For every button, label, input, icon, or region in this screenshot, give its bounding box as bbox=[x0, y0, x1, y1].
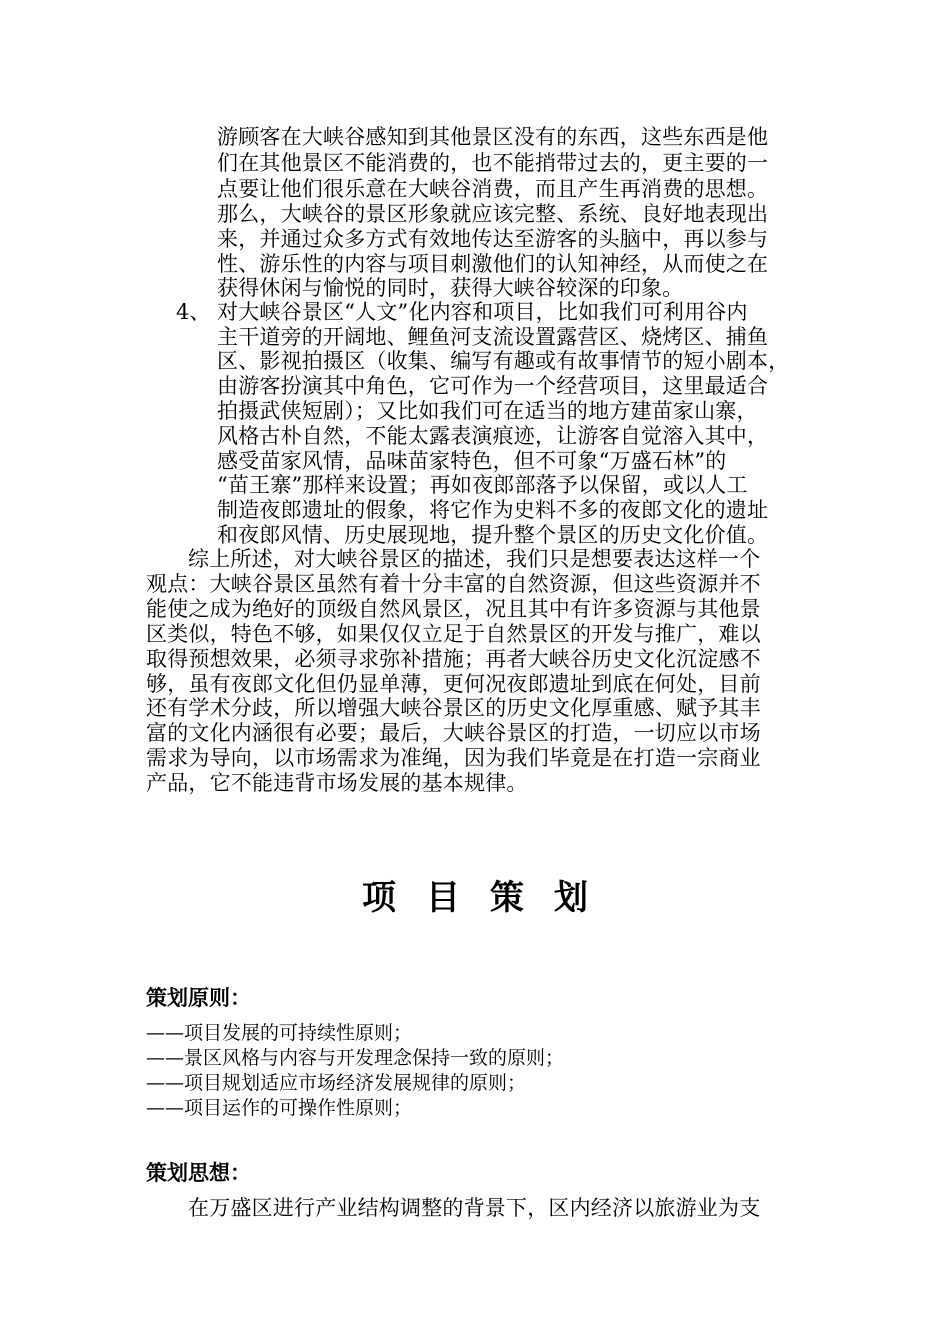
text-line: 够，虽有夜郎文化但仍显单薄，更何况夜郎遗址到底在何处，目前 bbox=[146, 672, 761, 696]
text-line: 区、影视拍摄区（收集、编写有趣或有故事情节的短小剧本， bbox=[217, 349, 790, 373]
text-line: 富的文化内涵很有必要；最后，大峡谷景区的打造，一切应以市场 bbox=[146, 721, 761, 745]
text-line: 产品，它不能违背市场发展的基本规律。 bbox=[146, 771, 528, 795]
principle-item: ——景区风格与内容与开发理念保持一致的原则； bbox=[146, 1047, 565, 1069]
text-line: 取得预想效果，必须寻求弥补措施；再者大峡谷历史文化沉淀感不 bbox=[146, 647, 761, 671]
text-line: 来，并通过众多方式有效地传达至游客的头脑中，再以参与 bbox=[217, 227, 769, 251]
text-line: 性、游乐性的内容与项目刺激他们的认知神经，从而使之在 bbox=[217, 252, 769, 276]
text-line: 还有学术分歧，所以增强大峡谷景区的历史文化厚重感、赋予其丰 bbox=[146, 696, 761, 720]
text-line: 能使之成为绝好的顶级自然风景区，况且其中有许多资源与其他景 bbox=[146, 597, 761, 621]
text-line: 综上所述，对大峡谷景区的描述，我们只是想要表达这样一个 bbox=[188, 547, 761, 571]
text-line: 们在其他景区不能消费的，也不能捎带过去的，更主要的一 bbox=[217, 151, 769, 175]
text-line: 区类似，特色不够，如果仅仅立足于自然景区的开发与推广，难以 bbox=[146, 622, 761, 646]
text-line: 主干道旁的开阔地、鲤鱼河支流设置露营区、烧烤区、捕鱼 bbox=[217, 325, 769, 349]
principle-item: ——项目运作的可操作性原则； bbox=[146, 1097, 413, 1119]
list-item-number: 4、 bbox=[176, 300, 211, 324]
principles-heading: 策划原则： bbox=[146, 986, 251, 1010]
text-line: 制造夜郎遗址的假象，将它作为史料不多的夜郎文化的遗址 bbox=[217, 498, 769, 522]
text-line: 那么，大峡谷的景区形象就应该完整、系统、良好地表现出 bbox=[217, 202, 769, 226]
text-line: 游顾客在大峡谷感知到其他景区没有的东西，这些东西是他 bbox=[217, 125, 769, 149]
principle-item: ——项目规划适应市场经济发展规律的原则； bbox=[146, 1072, 527, 1094]
text-line: 感受苗家风情，品味苗家特色，但不可象“万盛石林”的 bbox=[217, 449, 727, 473]
section-title: 项目策划 bbox=[362, 878, 618, 918]
principle-item: ——项目发展的可持续性原则； bbox=[146, 1022, 413, 1044]
text-line: 对大峡谷景区“人文”化内容和项目，比如我们可利用谷内 bbox=[217, 300, 748, 324]
text-line: 由游客扮演其中角色，它可作为一个经营项目，这里最适合 bbox=[217, 374, 769, 398]
text-line: 在万盛区进行产业结构调整的背景下，区内经济以旅游业为支 bbox=[188, 1196, 761, 1220]
text-line: 和夜郎风情、历史展现地，提升整个景区的历史文化价值。 bbox=[217, 523, 769, 547]
text-line: 拍摄武侠短剧）；又比如我们可在适当的地方建苗家山寨， bbox=[217, 399, 758, 423]
text-line: 观点：大峡谷景区虽然有着十分丰富的自然资源，但这些资源并不 bbox=[146, 572, 761, 596]
text-line: 获得休闲与愉悦的同时，获得大峡谷较深的印象。 bbox=[217, 276, 684, 300]
text-line: 需求为导向，以市场需求为准绳，因为我们毕竟是在打造一宗商业 bbox=[146, 746, 761, 770]
text-line: 点要让他们很乐意在大峡谷消费，而且产生再消费的思想。 bbox=[217, 177, 769, 201]
text-line: “苗王寨”那样来设置；再如夜郎部落予以保留，或以人工 bbox=[217, 473, 748, 497]
thoughts-heading: 策划思想： bbox=[146, 1161, 251, 1185]
text-line: 风格古朴自然，不能太露表演痕迹，让游客自觉溶入其中， bbox=[217, 424, 769, 448]
